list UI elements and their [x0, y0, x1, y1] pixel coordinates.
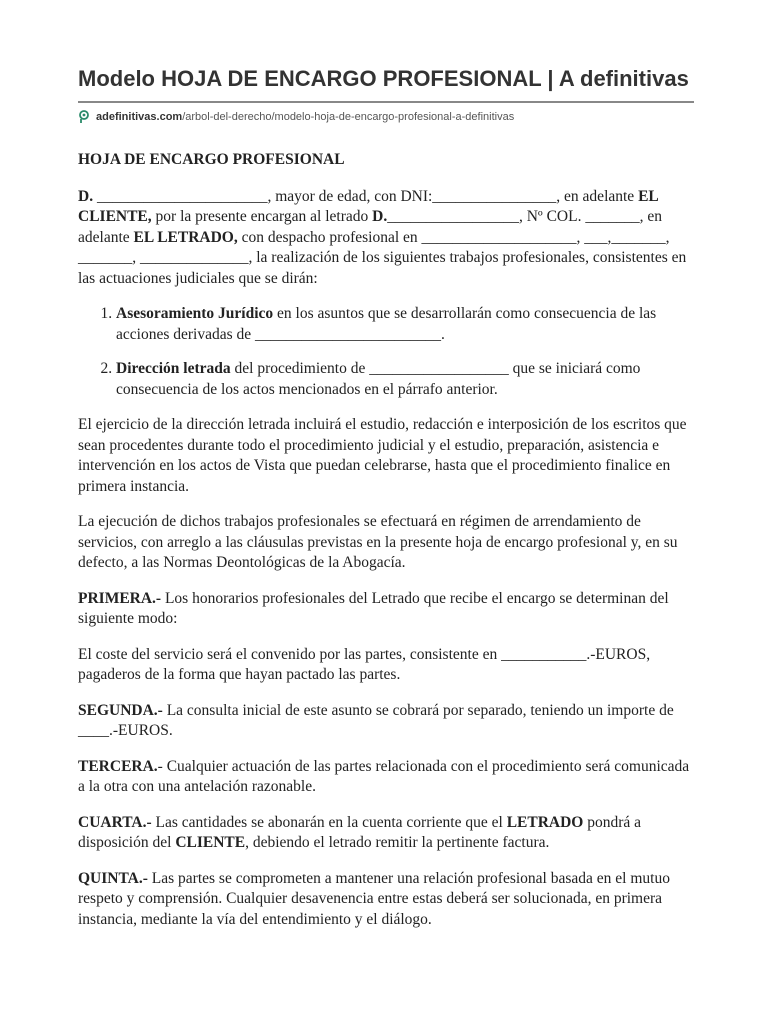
intro-text-2: por la presente encargan al letrado: [151, 208, 373, 225]
list-item-bold: Dirección letrada: [116, 360, 231, 377]
intro-bold-d: D.: [78, 187, 94, 205]
title-divider: [78, 101, 694, 103]
cost-paragraph: El coste del servicio será el convenido por las partes, consistente en ___________.-EUROS, pagaderos de la forma que hayan pactado las partes.: [78, 645, 651, 683]
clause-text: pondrá a disposición del: [78, 813, 642, 851]
document-page: [78, 66, 694, 945]
clause-text: , debiendo el letrado remitir la pertinente factura.: [245, 834, 550, 851]
direction-paragraph: El ejercicio de la dirección letrada incluirá el estudio, redacción e interposición de los escritos que sean procedentes durante todo el procedimiento judicial y el estudio, preparación, asistencia e intervención en los actos de Vista que puedan celebrarse, hasta que el procedimiento finalice en primera instancia.: [78, 416, 687, 495]
clause-label: PRIMERA.-: [78, 589, 162, 607]
intro-bold-d2: D.: [372, 208, 388, 225]
clause-text: La consulta inicial de este asunto se cobrará por separado, teniendo un importe de ____.-EUROS.: [78, 701, 674, 739]
clause-text: Las partes se comprometen a mantener una relación profesional basada en el mutuo respeto y comprensión. Cualquier desavenencia entre estas deberá ser solucionada, en primera instancia, mediante la vía del entendimiento y el diálogo.: [78, 869, 670, 928]
clause-cuarta: [78, 813, 694, 854]
clause-text: Las cantidades se abonarán en la cuenta corriente que el: [151, 813, 507, 831]
document-heading: HOJA DE ENCARGO PROFESIONAL: [78, 151, 345, 168]
list-item: [116, 304, 694, 345]
clause-quinta: [78, 869, 694, 931]
page-title: Modelo HOJA DE ENCARGO PROFESIONAL | A definitivas: [78, 66, 689, 91]
services-list: [78, 304, 694, 400]
intro-bold-cliente: EL CLIENTE,: [78, 187, 658, 225]
document-body: [78, 150, 694, 930]
intro-text-1: ______________________, mayor de edad, con DNI:________________, en adelante: [93, 187, 639, 205]
clause-label: TERCERA.: [78, 757, 158, 775]
source-domain: adefinitivas.com: [96, 111, 183, 123]
source-link[interactable]: [78, 110, 694, 124]
clause-text: Los honorarios profesionales del Letrado que recibe el encargo se determinan del siguiente modo:: [78, 589, 669, 627]
clause-label: QUINTA.-: [78, 869, 148, 887]
intro-bold-letrado: EL LETRADO,: [133, 228, 238, 246]
list-item-text: en los asuntos que se desarrollarán como consecuencia de las acciones derivadas de ________________________.: [116, 305, 657, 343]
clause-label: SEGUNDA.-: [78, 701, 163, 719]
adefinitivas-logo-icon: [78, 110, 90, 124]
list-item-text: del procedimiento de __________________ que se iniciará como consecuencia de los actos mencionados en el párrafo anterior.: [116, 360, 641, 398]
intro-text-4: con despacho profesional en ____________________, ___,_______, _______, ______________, la realización de los siguientes trabajos profesionales, consistentes en las actuaciones judiciales que se dirán:: [78, 228, 687, 287]
intro-text-3: _________________, Nº COL. _______, en adelante: [78, 208, 662, 246]
list-item: [116, 359, 694, 400]
clause-label: CUARTA.-: [78, 813, 152, 831]
clause-text: - Cualquier actuación de las partes relacionada con el procedimiento será comunicada a la otra con una antelación razonable.: [78, 757, 690, 795]
clause-primera: [78, 589, 694, 630]
clause-bold-letrado: LETRADO: [506, 813, 584, 831]
clause-tercera: [78, 757, 694, 798]
intro-paragraph: [78, 187, 694, 290]
execution-paragraph: La ejecución de dichos trabajos profesionales se efectuará en régimen de arrendamiento de servicios, con arreglo a las cláusulas previstas en la presente hoja de encargo profesional y, en su defecto, a las Normas Deontológicas de la Abogacía.: [78, 513, 678, 571]
clause-bold-cliente: CLIENTE: [175, 834, 246, 851]
source-path: /arbol-del-derecho/modelo-hoja-de-encargo-profesional-a-definitivas: [182, 111, 515, 123]
list-item-bold: Asesoramiento Jurídico: [116, 305, 274, 322]
clause-segunda: [78, 701, 694, 742]
